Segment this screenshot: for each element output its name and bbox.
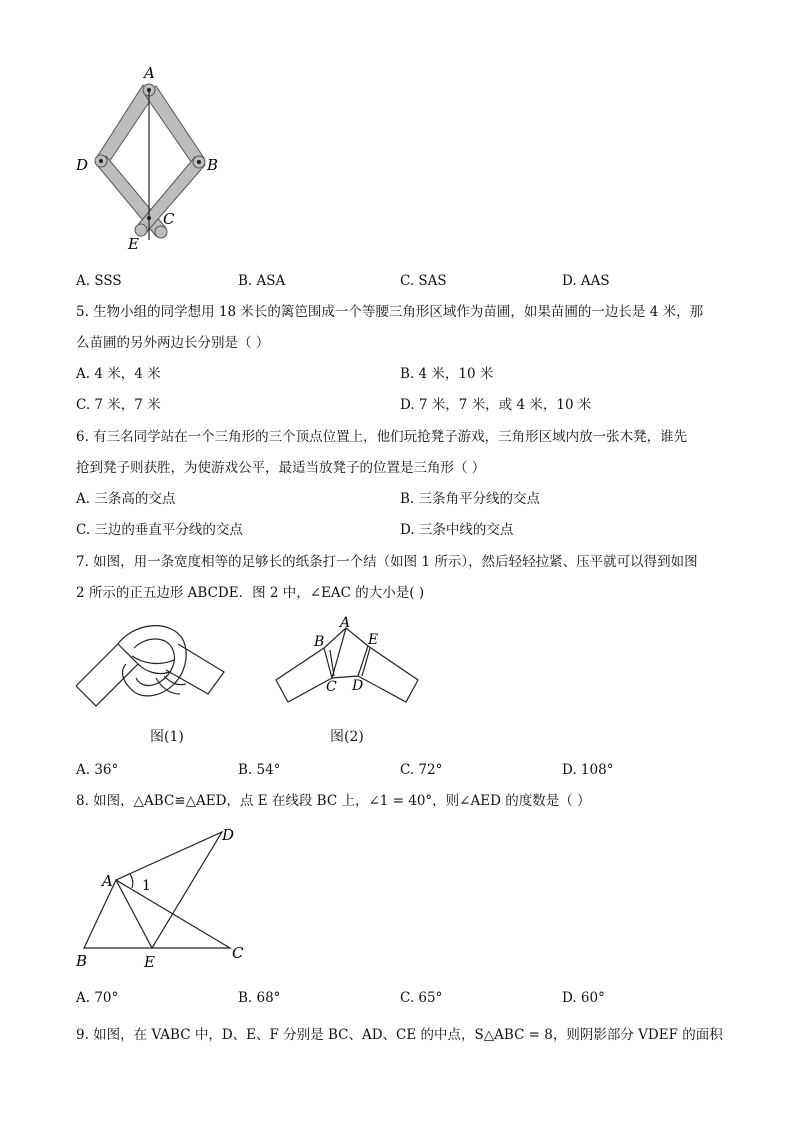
q8-option-a: A. 70° bbox=[76, 990, 119, 1006]
q8-label-c: C bbox=[232, 944, 244, 962]
triangle-abc bbox=[84, 880, 230, 948]
q8-option-b: B. 68° bbox=[238, 990, 281, 1006]
fig2-label-e: E bbox=[368, 632, 379, 648]
q6-line-2: 抢到凳子则获胜，为使游戏公平，最适当放凳子的位置是三角形（ ） bbox=[76, 460, 486, 476]
kite-figure bbox=[70, 62, 230, 257]
q7-option-a: A. 36° bbox=[76, 762, 119, 778]
q5-option-c: C. 7 米，7 米 bbox=[76, 397, 161, 413]
label-e: E bbox=[128, 235, 139, 253]
knot-left-strip bbox=[76, 644, 138, 706]
q4-option-c: C. SAS bbox=[400, 273, 447, 289]
label-c: C bbox=[163, 210, 175, 228]
q7-option-d: D. 108° bbox=[562, 762, 614, 778]
q8-label-angle-1: 1 bbox=[142, 878, 151, 894]
q5-line-2: 么苗圃的另外两边长分别是（ ） bbox=[76, 335, 270, 351]
q8-label-a: A bbox=[102, 872, 113, 890]
fig2-label-d: D bbox=[352, 678, 364, 694]
q6-option-d: D. 三条中线的交点 bbox=[400, 522, 514, 538]
fig2-label-b: B bbox=[314, 634, 325, 650]
q8-option-c: C. 65° bbox=[400, 990, 443, 1006]
q5-option-a: A. 4 米，4 米 bbox=[76, 366, 161, 382]
q4-option-d: D. AAS bbox=[562, 273, 610, 289]
q6-option-a: A. 三条高的交点 bbox=[76, 491, 176, 507]
q9-line-1: 9. 如图，在 VABC 中，D、E、F 分别是 BC、AD、CE 的中点，S△ABC = 8，则阴影部分 VDEF 的面积 bbox=[76, 1027, 723, 1043]
rod-ad bbox=[97, 85, 154, 165]
fig2-caption: 图(2) bbox=[330, 729, 364, 745]
q7-line-2: 2 所示的正五边形 ABCDE．图 2 中，∠EAC 的大小是( ) bbox=[76, 585, 425, 601]
fig2-label-c: C bbox=[326, 679, 337, 695]
label-a: A bbox=[144, 64, 155, 82]
label-b: B bbox=[207, 156, 219, 174]
triangle-figure-q8 bbox=[70, 822, 260, 972]
q6-line-1: 6. 有三名同学站在一个三角形的三个顶点位置上，他们玩抢凳子游戏，三角形区域内放一张木凳，谁先 bbox=[76, 429, 688, 445]
q8-line-1: 8. 如图，△ABC≌△AED，点 E 在线段 BC 上，∠1 = 40°，则∠AED 的度数是（ ） bbox=[76, 793, 591, 809]
q7-option-c: C. 72° bbox=[400, 762, 443, 778]
label-d: D bbox=[76, 156, 89, 174]
q7-line-1: 7. 如图，用一条宽度相等的足够长的纸条打一个结（如图 1 所示），然后轻轻拉紧、压平就可以得到如图 bbox=[76, 554, 698, 570]
q8-option-d: D. 60° bbox=[562, 990, 605, 1006]
knot-figure-1 bbox=[74, 614, 234, 714]
q6-option-c: C. 三边的垂直平分线的交点 bbox=[76, 522, 243, 538]
rod-ab bbox=[145, 86, 204, 166]
q5-line-1: 5. 生物小组的同学想用 18 米长的篱笆围成一个等腰三角形区域作为苗圃，如果苗圃的一边长是 4 米，那 bbox=[76, 304, 704, 320]
q4-option-a: A. SSS bbox=[76, 273, 122, 289]
q8-label-b: B bbox=[76, 952, 88, 970]
angle-1-arc bbox=[130, 874, 133, 888]
q8-label-d: D bbox=[222, 826, 235, 844]
fig1-caption: 图(1) bbox=[150, 729, 184, 745]
rod-dc bbox=[97, 156, 166, 236]
q7-option-b: B. 54° bbox=[238, 762, 281, 778]
fig2-label-a: A bbox=[340, 615, 351, 631]
q5-option-b: B. 4 米，10 米 bbox=[400, 366, 494, 382]
q8-label-e: E bbox=[144, 953, 155, 971]
q6-option-b: B. 三条角平分线的交点 bbox=[400, 491, 541, 507]
pentagon-figure-2 bbox=[272, 614, 432, 714]
q5-option-d: D. 7 米，7 米，或 4 米，10 米 bbox=[400, 397, 592, 413]
q4-option-b: B. ASA bbox=[238, 273, 286, 289]
